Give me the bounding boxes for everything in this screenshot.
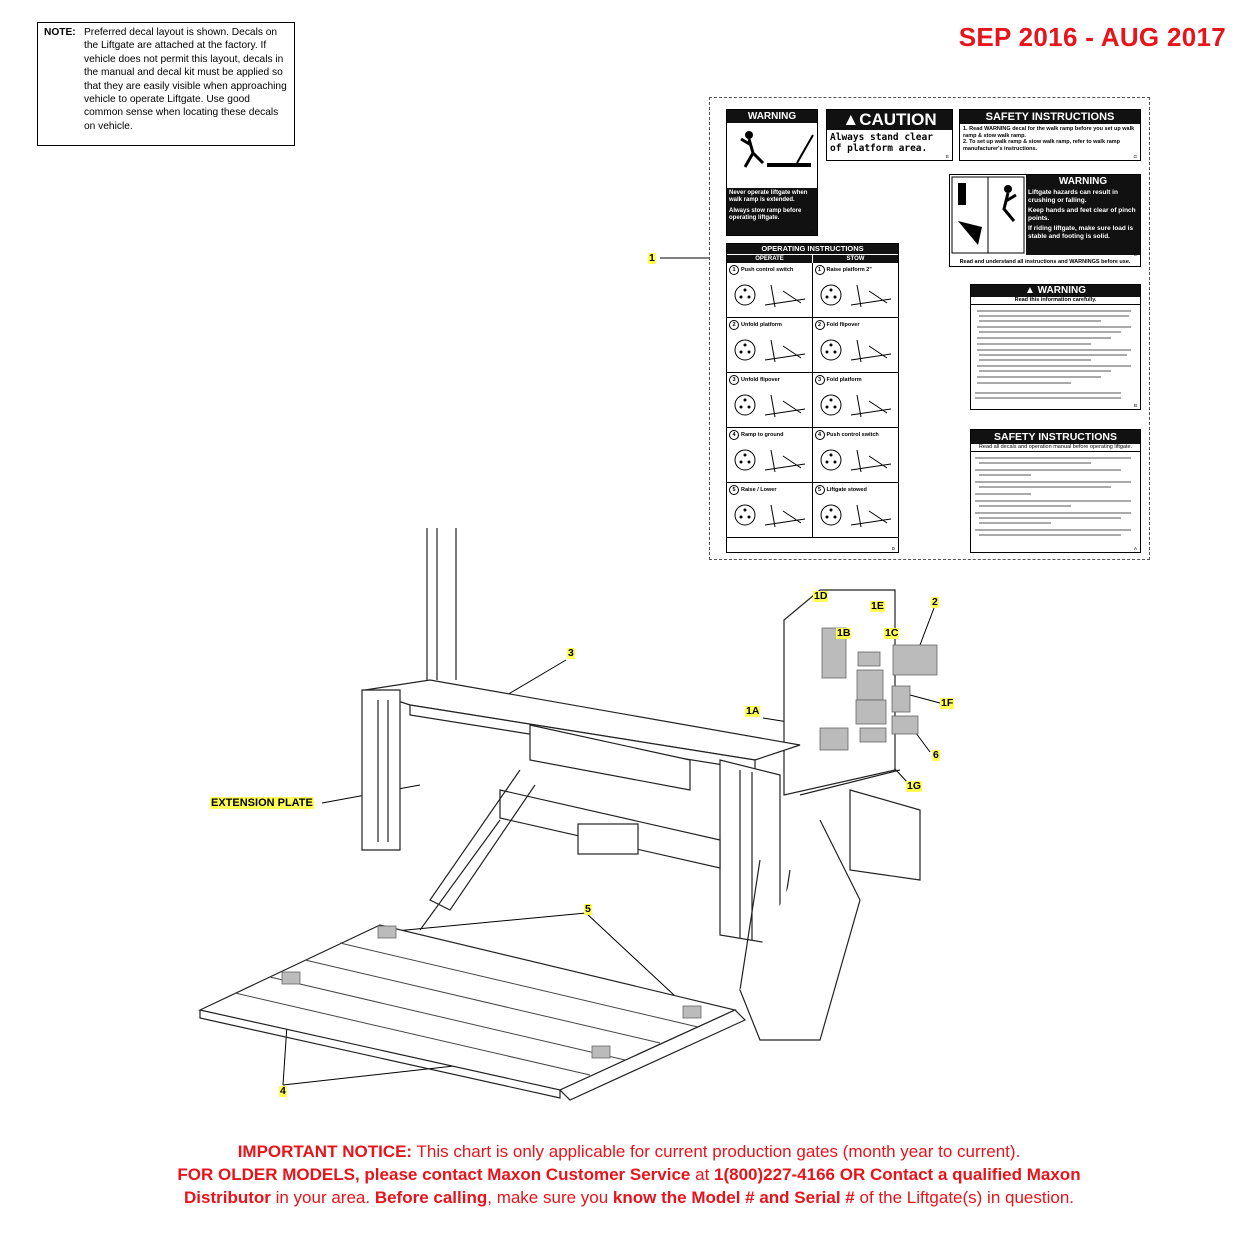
notice-p3-text2: , make sure you (487, 1188, 613, 1207)
step-label: Fold platform (826, 377, 862, 383)
step-number: 5 (729, 485, 739, 495)
decal-1f (892, 686, 910, 712)
decal-4a (282, 972, 300, 984)
decal-6 (892, 716, 918, 734)
callout-2: 2 (932, 596, 938, 608)
notice-p3-text1: in your area. (270, 1188, 375, 1207)
leader-5a (385, 913, 586, 932)
note-label: NOTE: (44, 27, 76, 38)
step-number: 2 (815, 320, 825, 330)
notice-p3-bold: Distributor (183, 1188, 271, 1207)
vehicle-body-left (427, 528, 456, 680)
decal-4b (592, 1046, 610, 1058)
callout-1g: 1G (907, 780, 922, 792)
decal-code-a: A (1133, 546, 1137, 551)
decal-1c (856, 700, 886, 724)
decal-warning-info-title: ▲ WARNING (971, 285, 1140, 297)
notice-p1-bold: IMPORTANT NOTICE: (237, 1142, 413, 1161)
decal-safety-large-title: SAFETY INSTRUCTIONS (971, 430, 1140, 444)
leader-2 (920, 608, 934, 645)
callout-1a: 1A (746, 705, 760, 717)
right-column (720, 760, 780, 945)
step-label: Push control switch (741, 267, 794, 273)
caution-triangle-icon: ▲ (842, 110, 860, 129)
decal-warning-ramp-line2: Always stow ramp before operating liftgate. (729, 208, 802, 221)
important-notice (0, 1140, 1258, 1209)
decal-warning-crush-line1: Liftgate hazards can result in crushing or falling. (1028, 189, 1118, 204)
decal-code-d: D (891, 546, 895, 551)
decal-operating-col1: OPERATE (727, 255, 813, 263)
callout-1: 1 (649, 252, 655, 264)
step-number: 1 (729, 265, 739, 275)
callout-1f: 1F (941, 697, 954, 709)
decal-code-e: E (945, 154, 949, 159)
pump-box (850, 790, 920, 880)
decal-warning-ramp-title: WARNING (727, 110, 817, 123)
step-number: 5 (815, 485, 825, 495)
warning-triangle-icon: ▲ (1024, 285, 1035, 296)
decal-code-f: F (811, 229, 814, 234)
callout-6: 6 (933, 749, 939, 761)
decal-warning-crush-title: WARNING (1058, 176, 1108, 187)
decal-5a (378, 926, 396, 938)
decal-warning-info-subtitle: Read this information carefully. (971, 297, 1140, 305)
decal-2 (893, 645, 937, 675)
callout-1c: 1C (885, 627, 899, 639)
step-label: Unfold platform (741, 322, 782, 328)
step-label: Push control switch (826, 432, 879, 438)
license-plate (578, 824, 638, 854)
decal-1e (858, 652, 880, 666)
notice-p3-text3: of the Liftgate(s) in question. (854, 1188, 1075, 1207)
step-label: Ramp to ground (741, 432, 784, 438)
platform (200, 925, 735, 1090)
decal-code-c: C (1133, 252, 1137, 257)
notice-phone: 1(800)227-4166 OR Contact a qualified Maxon (714, 1165, 1081, 1184)
step-number: 4 (729, 430, 739, 440)
decal-warning-ramp-line1: Never operate liftgate when walk ramp is extended. (729, 190, 808, 203)
decal-code-b: B (1133, 403, 1137, 408)
decal-operating-col2: STOW (846, 256, 865, 262)
step-label: Raise platform 2" (826, 267, 872, 273)
decal-warning-crush-line3: If riding liftgate, make sure load is stable and footing is solid. (1028, 225, 1134, 240)
notice-p2-text: at (690, 1165, 715, 1184)
callout-1d: 1D (814, 590, 828, 602)
callout-extension-plate: EXTENSION PLATE (211, 797, 313, 809)
step-number: 1 (815, 265, 825, 275)
callout-4: 4 (280, 1085, 286, 1097)
decal-safety-small-line2: 2. To set up walk ramp & stow walk ramp, refer to walk ramp manufacturer's instructions. (963, 139, 1120, 152)
step-label: Liftgate stowed (826, 487, 867, 493)
decal-1a (820, 728, 848, 750)
step-number: 3 (729, 375, 739, 385)
decal-safety-small-line1: 1. Read WARNING decal for the walk ramp before you set up walk ramp & stow walk ramp. (963, 126, 1135, 139)
callout-1e: 1E (871, 600, 884, 612)
left-column (362, 690, 400, 850)
decal-code-g: G (1133, 154, 1137, 159)
callout-3: 3 (568, 647, 574, 659)
step-label: Unfold flipover (741, 377, 780, 383)
decal-safety-small-title: SAFETY INSTRUCTIONS (960, 110, 1140, 124)
decal-1g (860, 728, 886, 742)
step-number: 4 (815, 430, 825, 440)
notice-model-serial: know the Model # and Serial # (612, 1188, 855, 1207)
decal-operating-title: OPERATING INSTRUCTIONS (727, 244, 898, 254)
left-arm (430, 770, 535, 910)
decal-warning-crush-footer: Read and understand all instructions and WARNINGS before use. (959, 259, 1131, 265)
leader-1f (910, 695, 940, 703)
step-number: 2 (729, 320, 739, 330)
step-label: Fold flipover (826, 322, 860, 328)
decal-safety-large-subtitle: Read all decals and operation manual before operating liftgate. (971, 444, 1140, 452)
note-text: Preferred decal layout is shown. Decals on the Liftgate are attached at the factory. If vehicle does not permit this layout, decals in the manual and decal kit must be applied so that they are easily visible when approaching vehicle to operate Liftgate. Use good common sense when locating these decals on vehicle. (84, 27, 287, 132)
decal-1b (857, 670, 883, 700)
callout-5: 5 (585, 903, 591, 915)
notice-p1-text: This chart is only applicable for current production gates (month year to current). (412, 1142, 1021, 1161)
callout-1b: 1B (837, 627, 851, 639)
date-range: SEP 2016 - AUG 2017 (958, 22, 1226, 52)
decal-caution-text: Always stand clear of platform area. (830, 132, 933, 154)
step-label: Raise / Lower (741, 487, 777, 493)
notice-p2-bold: FOR OLDER MODELS, please contact Maxon Customer Service (177, 1165, 691, 1184)
decal-warning-crush-line2: Keep hands and feet clear of pinch points. (1028, 207, 1136, 222)
decal-5b (683, 1006, 701, 1018)
step-number: 3 (815, 375, 825, 385)
decal-caution-title: ▲CAUTION (827, 110, 952, 130)
notice-before-calling: Before calling (374, 1188, 488, 1207)
